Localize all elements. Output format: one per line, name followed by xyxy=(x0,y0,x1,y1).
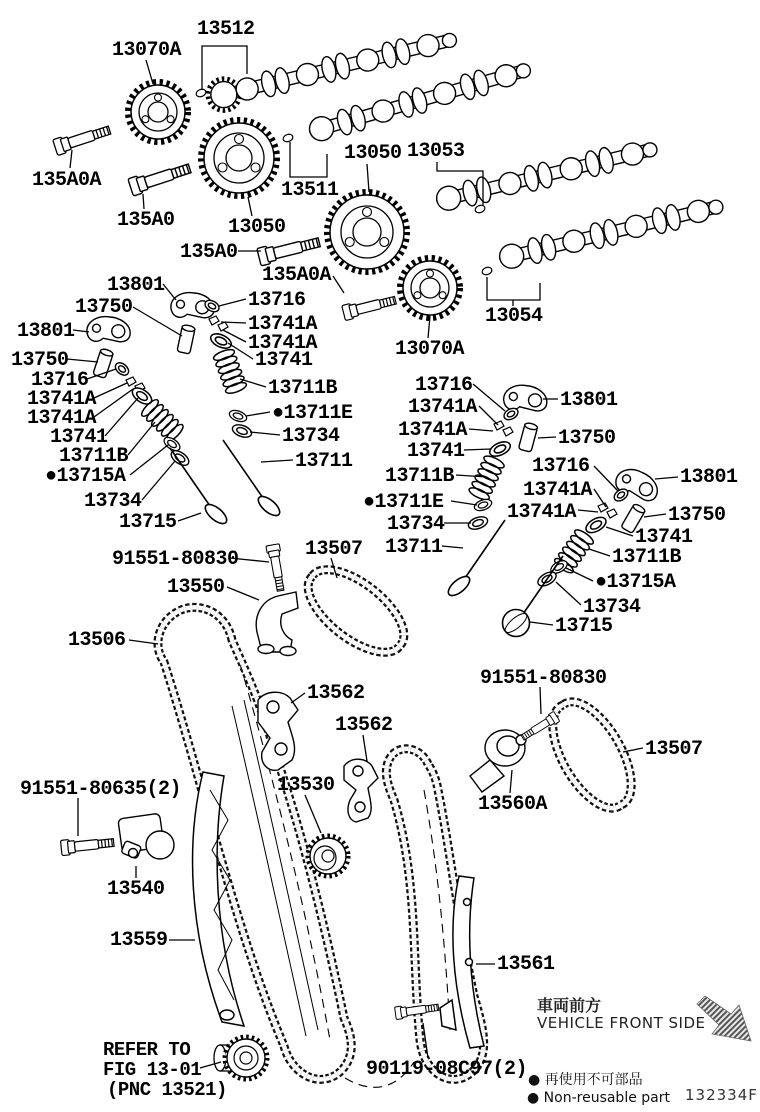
part-label-13070A: 13070A xyxy=(395,338,465,361)
part-label-13507: 13507 xyxy=(645,738,703,761)
part-label-13716: 13716 xyxy=(31,369,89,392)
part-label-13741A: 13741A xyxy=(248,332,318,355)
bolt-135A0A-1 xyxy=(53,122,112,155)
bolt-91551-80830-2 xyxy=(519,711,559,742)
vvt-gear-13070A-1 xyxy=(128,82,188,142)
part-label-91551-80830: 91551-80830 xyxy=(112,548,239,571)
part-label-13715A: ●13715A xyxy=(45,465,126,488)
part-label-13711: 13711 xyxy=(295,450,353,473)
idler-sprocket-13530 xyxy=(308,836,348,876)
part-label-13716: 13716 xyxy=(248,289,306,312)
part-label-13715: 13715 xyxy=(555,615,613,638)
vehicle-front-label-en: VEHICLE FRONT SIDE xyxy=(537,1014,706,1032)
nonreusable-legend-en: ● Non-reusable part xyxy=(527,1090,670,1106)
part-label-135A0A: 135A0A xyxy=(32,169,102,192)
part-label-13741: 13741 xyxy=(50,426,108,449)
part-label-13741: 13741 xyxy=(635,526,693,549)
chain-tensioner-13540 xyxy=(118,813,174,859)
part-label-13711B: 13711B xyxy=(385,465,455,488)
part-label-13734: 13734 xyxy=(583,596,641,619)
part-label-13741A: 13741A xyxy=(523,479,593,502)
part-label-13715A: ●13715A xyxy=(595,571,676,594)
part-label-13562: 13562 xyxy=(307,682,365,705)
camshaft-3 xyxy=(434,136,660,214)
part-label-13734: 13734 xyxy=(282,425,340,448)
refer-note-line3: (PNC 13521) xyxy=(107,1079,227,1101)
nonreusable-legend-jp: ● 再使用不可部品 xyxy=(528,1072,643,1088)
part-label-13741A: 13741A xyxy=(507,501,577,524)
part-label-13711: 13711 xyxy=(385,536,443,559)
part-label-13711E: ●13711E xyxy=(363,491,444,514)
part-label-13734: 13734 xyxy=(84,490,142,513)
part-label-13716: 13716 xyxy=(532,455,590,478)
spring-seat xyxy=(228,408,248,423)
camshaft-4 xyxy=(497,193,726,272)
part-label-13050: 13050 xyxy=(344,142,402,165)
vehicle-front-label-jp: 車両前方 xyxy=(537,996,602,1015)
part-label-13054: 13054 xyxy=(485,305,543,328)
part-label-13530: 13530 xyxy=(277,774,335,797)
part-label-13750: 13750 xyxy=(668,504,726,527)
valve-keys xyxy=(209,316,228,331)
exhaust-valve xyxy=(170,448,230,527)
part-label-135A0A: 135A0A xyxy=(262,264,332,287)
chain-no2-13507-left xyxy=(308,570,404,652)
part-label-135A0: 135A0 xyxy=(117,209,175,232)
key-13053 xyxy=(474,204,486,214)
tensioner-bracket-13550 xyxy=(256,592,298,656)
bolt-91551-80830-1 xyxy=(266,544,287,592)
valve-keys xyxy=(598,503,617,518)
part-label-13506: 13506 xyxy=(68,629,126,652)
part-label-13711E: ●13711E xyxy=(272,402,353,425)
part-label-13741A: 13741A xyxy=(408,396,478,419)
part-label-135A0: 135A0 xyxy=(180,241,238,264)
key-13054 xyxy=(481,266,493,276)
part-label-91551-80830: 91551-80830 xyxy=(480,667,607,690)
lash-adjuster xyxy=(177,324,195,354)
lash-adjuster xyxy=(518,422,538,452)
valve-seal xyxy=(231,422,254,439)
part-label-13511: 13511 xyxy=(281,179,339,202)
exhaust-valve xyxy=(502,556,563,637)
key-13512 xyxy=(195,88,207,98)
chain-damper-13562-b xyxy=(344,759,378,822)
part-label-13562: 13562 xyxy=(335,714,393,737)
part-label-13711B: 13711B xyxy=(59,445,129,468)
part-label-13741A: 13741A xyxy=(27,407,97,430)
chain-no2-13507-right xyxy=(553,702,631,808)
valve-spring xyxy=(468,454,506,502)
part-label-13750: 13750 xyxy=(75,296,133,319)
part-label-13750: 13750 xyxy=(558,427,616,450)
part-label-13741: 13741 xyxy=(407,440,465,463)
part-label-90119-08C97: 90119-08C97(2) xyxy=(366,1058,528,1081)
part-label-13559: 13559 xyxy=(110,929,168,952)
part-label-13801: 13801 xyxy=(17,320,75,343)
key-13511 xyxy=(282,133,294,143)
part-label-91551-80635: 91551-80635(2) xyxy=(20,778,182,801)
cam-actuator-13560A xyxy=(470,730,526,792)
bolt-135A0-1 xyxy=(128,160,193,196)
part-label-13070A: 13070A xyxy=(112,39,182,62)
part-label-13741: 13741 xyxy=(255,349,313,372)
bolt-135A0A-2 xyxy=(342,293,397,321)
part-label-13801: 13801 xyxy=(560,389,618,412)
part-label-13801: 13801 xyxy=(680,466,738,489)
valve-spring xyxy=(212,347,247,395)
vvt-gear-13050-2 xyxy=(327,192,407,272)
part-label-13507: 13507 xyxy=(305,538,363,561)
chain-guide-13561 xyxy=(440,876,484,1048)
part-label-13550: 13550 xyxy=(167,576,225,599)
part-label-13711B: 13711B xyxy=(268,377,338,400)
part-label-13750: 13750 xyxy=(11,349,69,372)
intake-valve xyxy=(223,440,283,519)
part-label-13711B: 13711B xyxy=(612,546,682,569)
part-label-13540: 13540 xyxy=(107,878,165,901)
part-label-13741A: 13741A xyxy=(398,419,468,442)
crankshaft-sprocket xyxy=(214,1037,267,1079)
bolt-90119-08C97 xyxy=(395,1001,440,1020)
intake-valve xyxy=(445,520,505,599)
part-label-13716: 13716 xyxy=(415,374,473,397)
part-label-13050: 13050 xyxy=(228,216,286,239)
refer-note-line2: FIG 13-01 xyxy=(103,1059,202,1081)
part-label-13561: 13561 xyxy=(497,953,555,976)
vvt-gear-13050-1 xyxy=(201,120,277,196)
bolt-91551-80635 xyxy=(60,835,114,856)
spring-retainer xyxy=(583,514,608,535)
part-label-13801: 13801 xyxy=(107,274,165,297)
part-label-13741A: 13741A xyxy=(27,388,97,411)
refer-note-line1: REFER TO xyxy=(103,1039,191,1061)
part-label-13715: 13715 xyxy=(119,511,177,534)
part-label-13053: 13053 xyxy=(407,140,465,163)
part-label-13512: 13512 xyxy=(197,18,255,41)
vvt-gear-13070A-2 xyxy=(400,258,460,318)
part-label-13734: 13734 xyxy=(387,513,445,536)
figure-code: 132334F xyxy=(685,1086,758,1104)
part-label-13560A: 13560A xyxy=(478,793,548,816)
part-label-13741A: 13741A xyxy=(248,313,318,336)
